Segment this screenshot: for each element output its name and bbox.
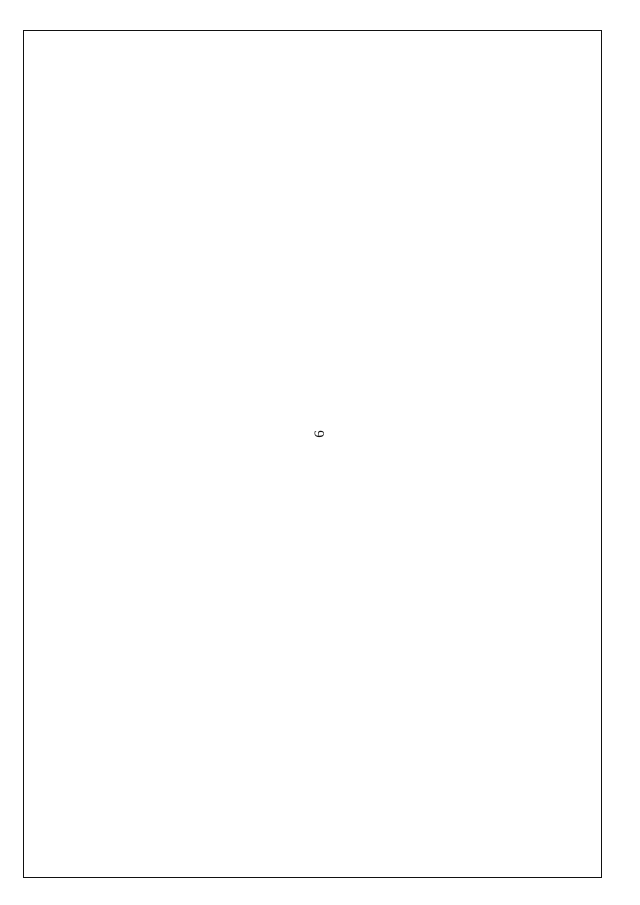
rotated-table-body	[23, 30, 24, 877]
table-row	[23, 30, 24, 877]
product-cell	[23, 546, 24, 877]
code-cell	[23, 30, 24, 210]
document-table	[23, 30, 602, 878]
page-number: 6	[312, 430, 328, 438]
requirements-cell	[23, 210, 24, 546]
